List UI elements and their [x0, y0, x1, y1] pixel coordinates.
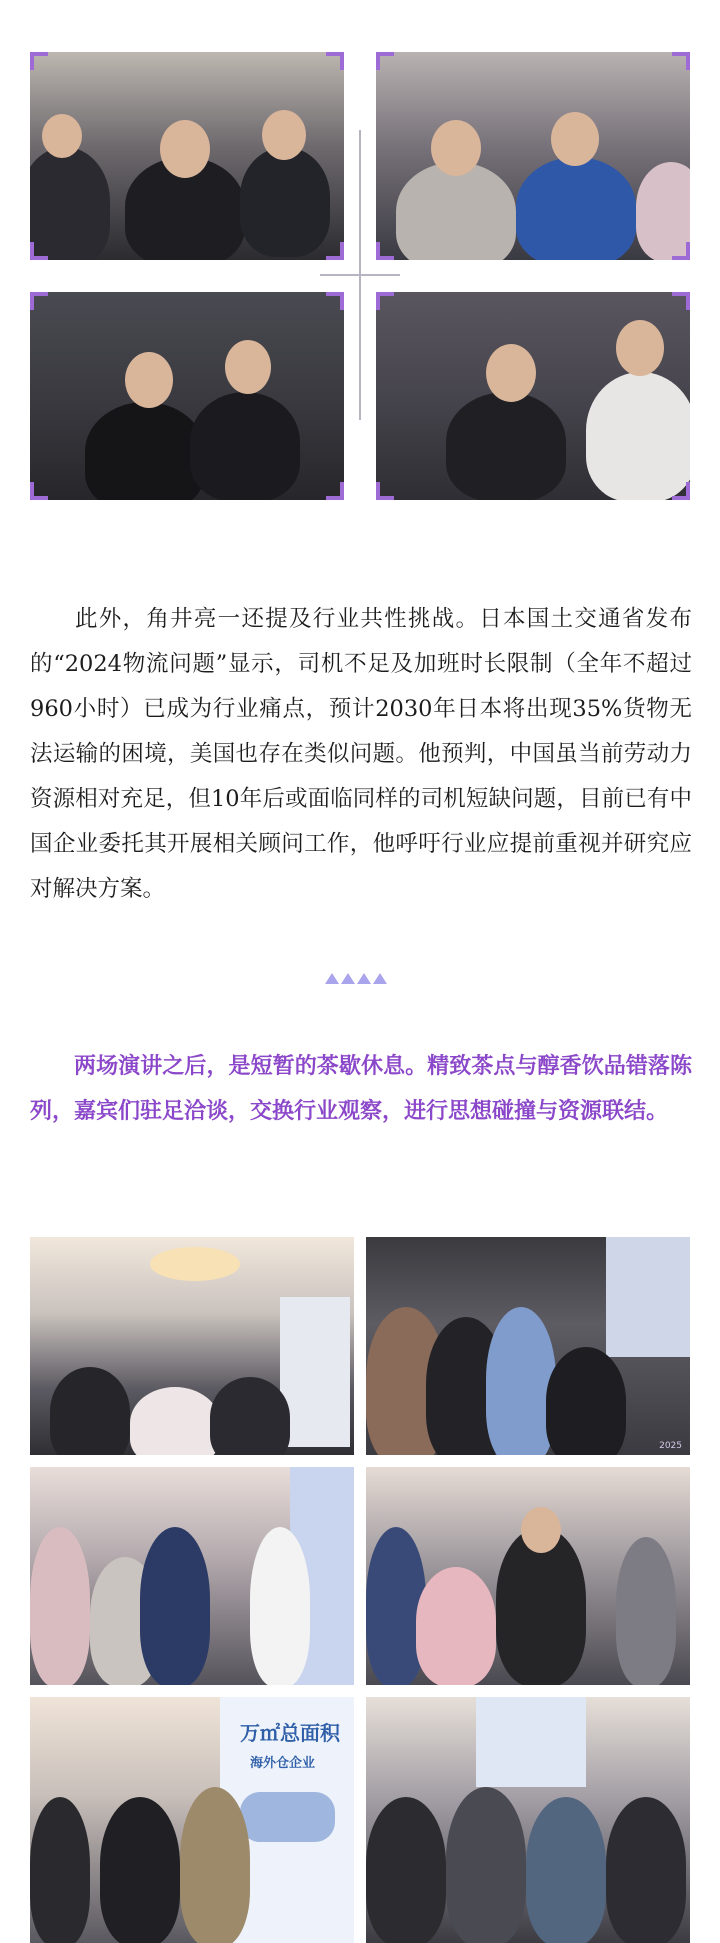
- triangle-icon: [341, 973, 355, 984]
- watermark-icon: 2025: [659, 1441, 682, 1451]
- banner-subline: 海外仓企业: [250, 1755, 316, 1770]
- grid-divider-horizontal: [320, 274, 400, 276]
- triangle-icon: [325, 973, 339, 984]
- triangle-icon: [373, 973, 387, 984]
- tea-break-photo-3: [30, 1467, 354, 1685]
- tea-break-photo-5: [30, 1697, 354, 1943]
- banner-headline: 万㎡总面积: [240, 1723, 340, 1745]
- tea-break-photo-6: [366, 1697, 690, 1943]
- body-paragraph: 此外，角井亮一还提及行业共性挑战。日本国土交通省发布的“2024物流问题”显示，司机不足及加班时长限制（全年不超过960小时）已成为行业痛点，预计2030年日本将出现35%货物无法运输的困境，美国也存在类似问题。他预判，中国虽当前劳动力资源相对充足，但10年后或面临同样的司机短缺问题，目前已有中国企业委托其开展相关顾问工作，他呼吁行业应提前重视并研究应对解决方案。: [30, 606, 692, 902]
- tea-break-photo-1: [30, 1237, 354, 1455]
- audience-photo-4: [376, 292, 690, 500]
- tea-break-photo-4: [366, 1467, 690, 1685]
- tea-break-photo-2: [366, 1237, 690, 1455]
- highlight-paragraph: 两场演讲之后，是短暂的茶歇休息。精致茶点与醇香饮品错落陈列，嘉宾们驻足洽谈，交换行业观察，进行思想碰撞与资源联结。: [30, 1054, 692, 1124]
- audience-photo-2: [376, 52, 690, 260]
- audience-photo-1: [30, 52, 344, 260]
- audience-photo-3: [30, 292, 344, 500]
- section-divider: [325, 973, 387, 984]
- triangle-icon: [357, 973, 371, 984]
